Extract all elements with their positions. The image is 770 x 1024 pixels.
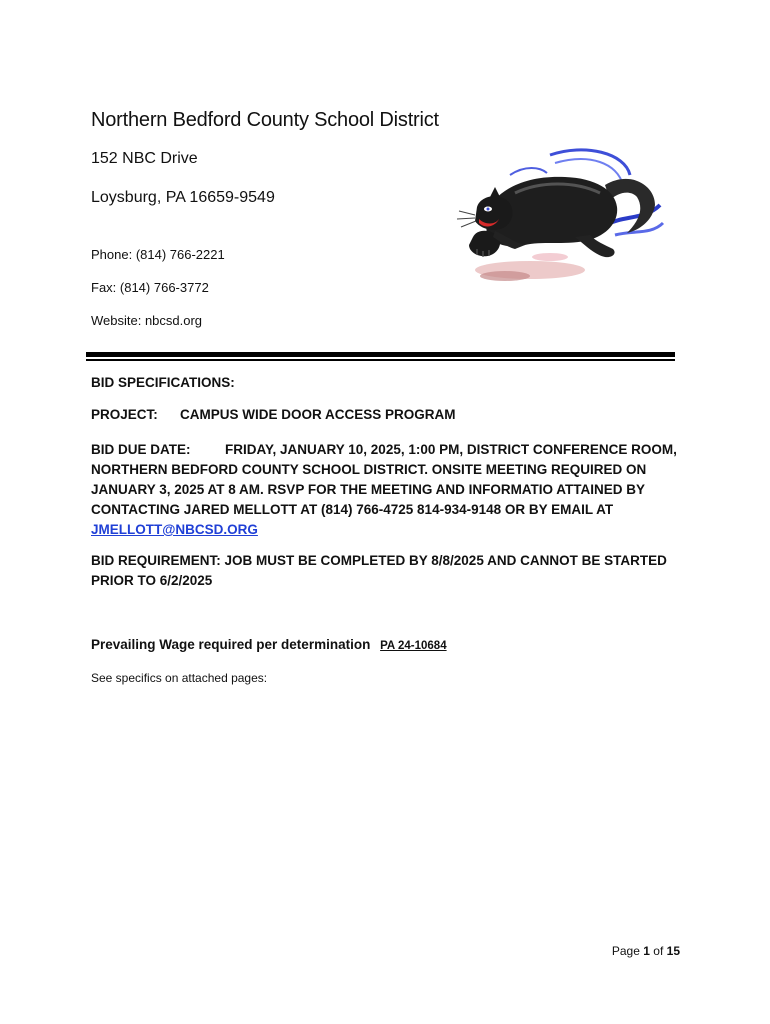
bid-due-date-block (91, 440, 681, 540)
page-footer (600, 944, 680, 958)
bid-due-label: BID DUE DATE: (91, 442, 191, 457)
prevailing-wage-text: Prevailing Wage required per determination (91, 637, 371, 652)
page-total: 15 (666, 944, 680, 958)
website: Website: nbcsd.org (91, 313, 203, 328)
page-word: Page (611, 944, 640, 958)
specifics-note: See specifics on attached pages: (91, 671, 268, 685)
project-value: CAMPUS WIDE DOOR ACCESS PROGRAM (180, 407, 456, 422)
project-label: PROJECT: (91, 407, 158, 422)
phone-number: Phone: (814) 766-2221 (91, 247, 225, 262)
district-name: Northern Bedford County School District (91, 109, 439, 131)
header-divider-thin (86, 359, 675, 361)
project-line (91, 407, 456, 422)
address-line-2: Loysburg, PA 16659-9549 (91, 189, 275, 206)
address-line-1: 152 NBC Drive (91, 150, 198, 167)
header-divider (86, 352, 675, 357)
fax-number: Fax: (814) 766-3772 (91, 280, 209, 295)
bid-requirement: BID REQUIREMENT: JOB MUST BE COMPLETED BY 8/8/2025 AND CANNOT BE STARTED PRIOR TO 6/2/2025 (91, 553, 667, 588)
bid-specifications-title: BID SPECIFICATIONS: (91, 375, 235, 390)
prevailing-wage-line (91, 637, 447, 652)
wage-determination-code: PA 24-10684 (380, 640, 447, 652)
bid-due-text: FRIDAY, JANUARY 10, 2025, 1:00 PM, DISTRICT CONFERENCE ROOM, NORTHERN BEDFORD COUNTY SCHOOL DISTRICT. ONSITE MEETING REQUIRED ON JANUARY 3, 2025 AT 8 AM. RSVP FOR THE MEETING AND INFORMATIO ATTAINED BY CONTACTING JARED MELLOTT AT (814) 766-4725 814-934-9148 OR BY EMAIL AT (91, 442, 677, 517)
panther-icon (455, 145, 670, 290)
of-word: of (653, 944, 664, 958)
email-link[interactable]: JMELLOTT@NBCSD.ORG (91, 522, 258, 537)
page-current: 1 (643, 944, 650, 958)
